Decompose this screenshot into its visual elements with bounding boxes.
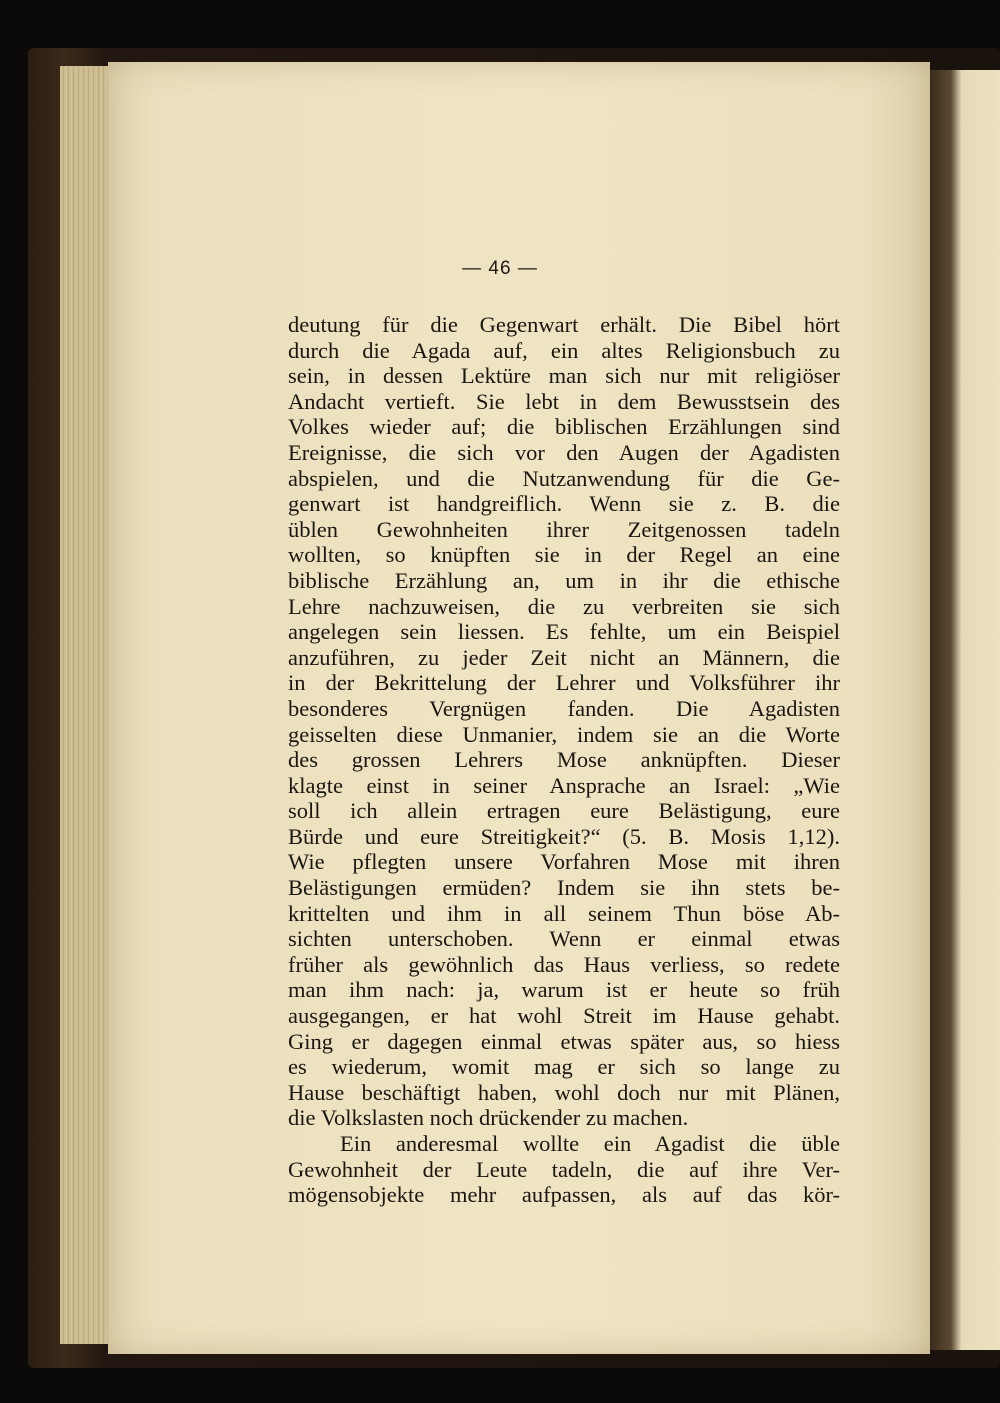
text-line: Lehre nachzuweisen, die zu verbreiten sie sich (288, 593, 840, 619)
text-line: sein, in dessen Lektüre man sich nur mit religiöser (288, 363, 840, 389)
text-line: früher als gewöhnlich das Haus verliess, so redete (288, 951, 840, 977)
body-text (288, 312, 840, 1208)
text-line: abspielen, und die Nutzanwendung für die Ge- (288, 465, 840, 491)
text-line: anzuführen, zu jeder Zeit nicht an Männern, die (288, 644, 840, 670)
text-line: die Volkslasten noch drückender zu machen. (288, 1105, 689, 1131)
text-line: geisselten diese Unmanier, indem sie an die Worte (288, 721, 840, 747)
text-line: Ging er dagegen einmal etwas später aus, so hiess (288, 1028, 840, 1054)
text-line: besonderes Vergnügen fanden. Die Agadisten (288, 695, 840, 721)
text-line: krittelten und ihm in all seinem Thun böse Ab- (288, 900, 840, 926)
text-line: klagte einst in seiner Ansprache an Israel: „Wie (288, 772, 840, 798)
text-line: des grossen Lehrers Mose anknüpften. Dieser (288, 747, 840, 773)
text-line: ausgegangen, er hat wohl Streit im Hause gehabt. (288, 1003, 840, 1029)
text-line: Ein anderesmal wollte ein Agadist die üble (340, 1131, 840, 1156)
text-line: angelegen sein liessen. Es fehlte, um ein Beispiel (288, 619, 840, 645)
text-line: soll ich allein ertragen eure Belästigung, eure (288, 798, 840, 824)
text-line: durch die Agada auf, ein altes Religionsbuch zu (288, 337, 840, 363)
text-line: man ihm nach: ja, warum ist er heute so früh (288, 977, 840, 1003)
text-line: deutung für die Gegenwart erhält. Die Bibel hört (288, 312, 840, 337)
text-line: Hause beschäftigt haben, wohl doch nur mit Plänen, (288, 1079, 840, 1105)
text-line: Ereignisse, die sich vor den Augen der Agadisten (288, 439, 840, 465)
text-line: Andacht vertieft. Sie lebt in dem Bewusstsein des (288, 388, 840, 414)
text-line: Bürde und eure Streitigkeit?“ (5. B. Mosis 1,12). (288, 823, 840, 849)
text-line: biblische Erzählung an, um in ihr die ethische (288, 567, 840, 593)
text-line: es wiederum, womit mag er sich so lange zu (288, 1054, 840, 1080)
text-line: in der Bekrittelung der Lehrer und Volksführer ihr (288, 670, 840, 696)
text-line: Belästigungen ermüden? Indem sie ihn stets be- (288, 875, 840, 901)
text-line: üblen Gewohnheiten ihrer Zeitgenossen tadeln (288, 516, 840, 542)
text-line: genwart ist handgreiflich. Wenn sie z. B. die (288, 491, 840, 517)
text-line: Volkes wieder auf; die biblischen Erzählungen sind (288, 414, 840, 440)
text-line: wollten, so knüpften sie in der Regel an eine (288, 542, 840, 568)
text-line: sichten unterschoben. Wenn er einmal etwas (288, 926, 840, 952)
text-line: mögensobjekte mehr aufpassen, als auf das kör- (288, 1182, 840, 1208)
text-line: Wie pflegten unsere Vorfahren Mose mit ihren (288, 849, 840, 875)
text-line: Gewohnheit der Leute tadeln, die auf ihre Ver- (288, 1156, 840, 1182)
page-number: — 46 — (462, 258, 538, 279)
